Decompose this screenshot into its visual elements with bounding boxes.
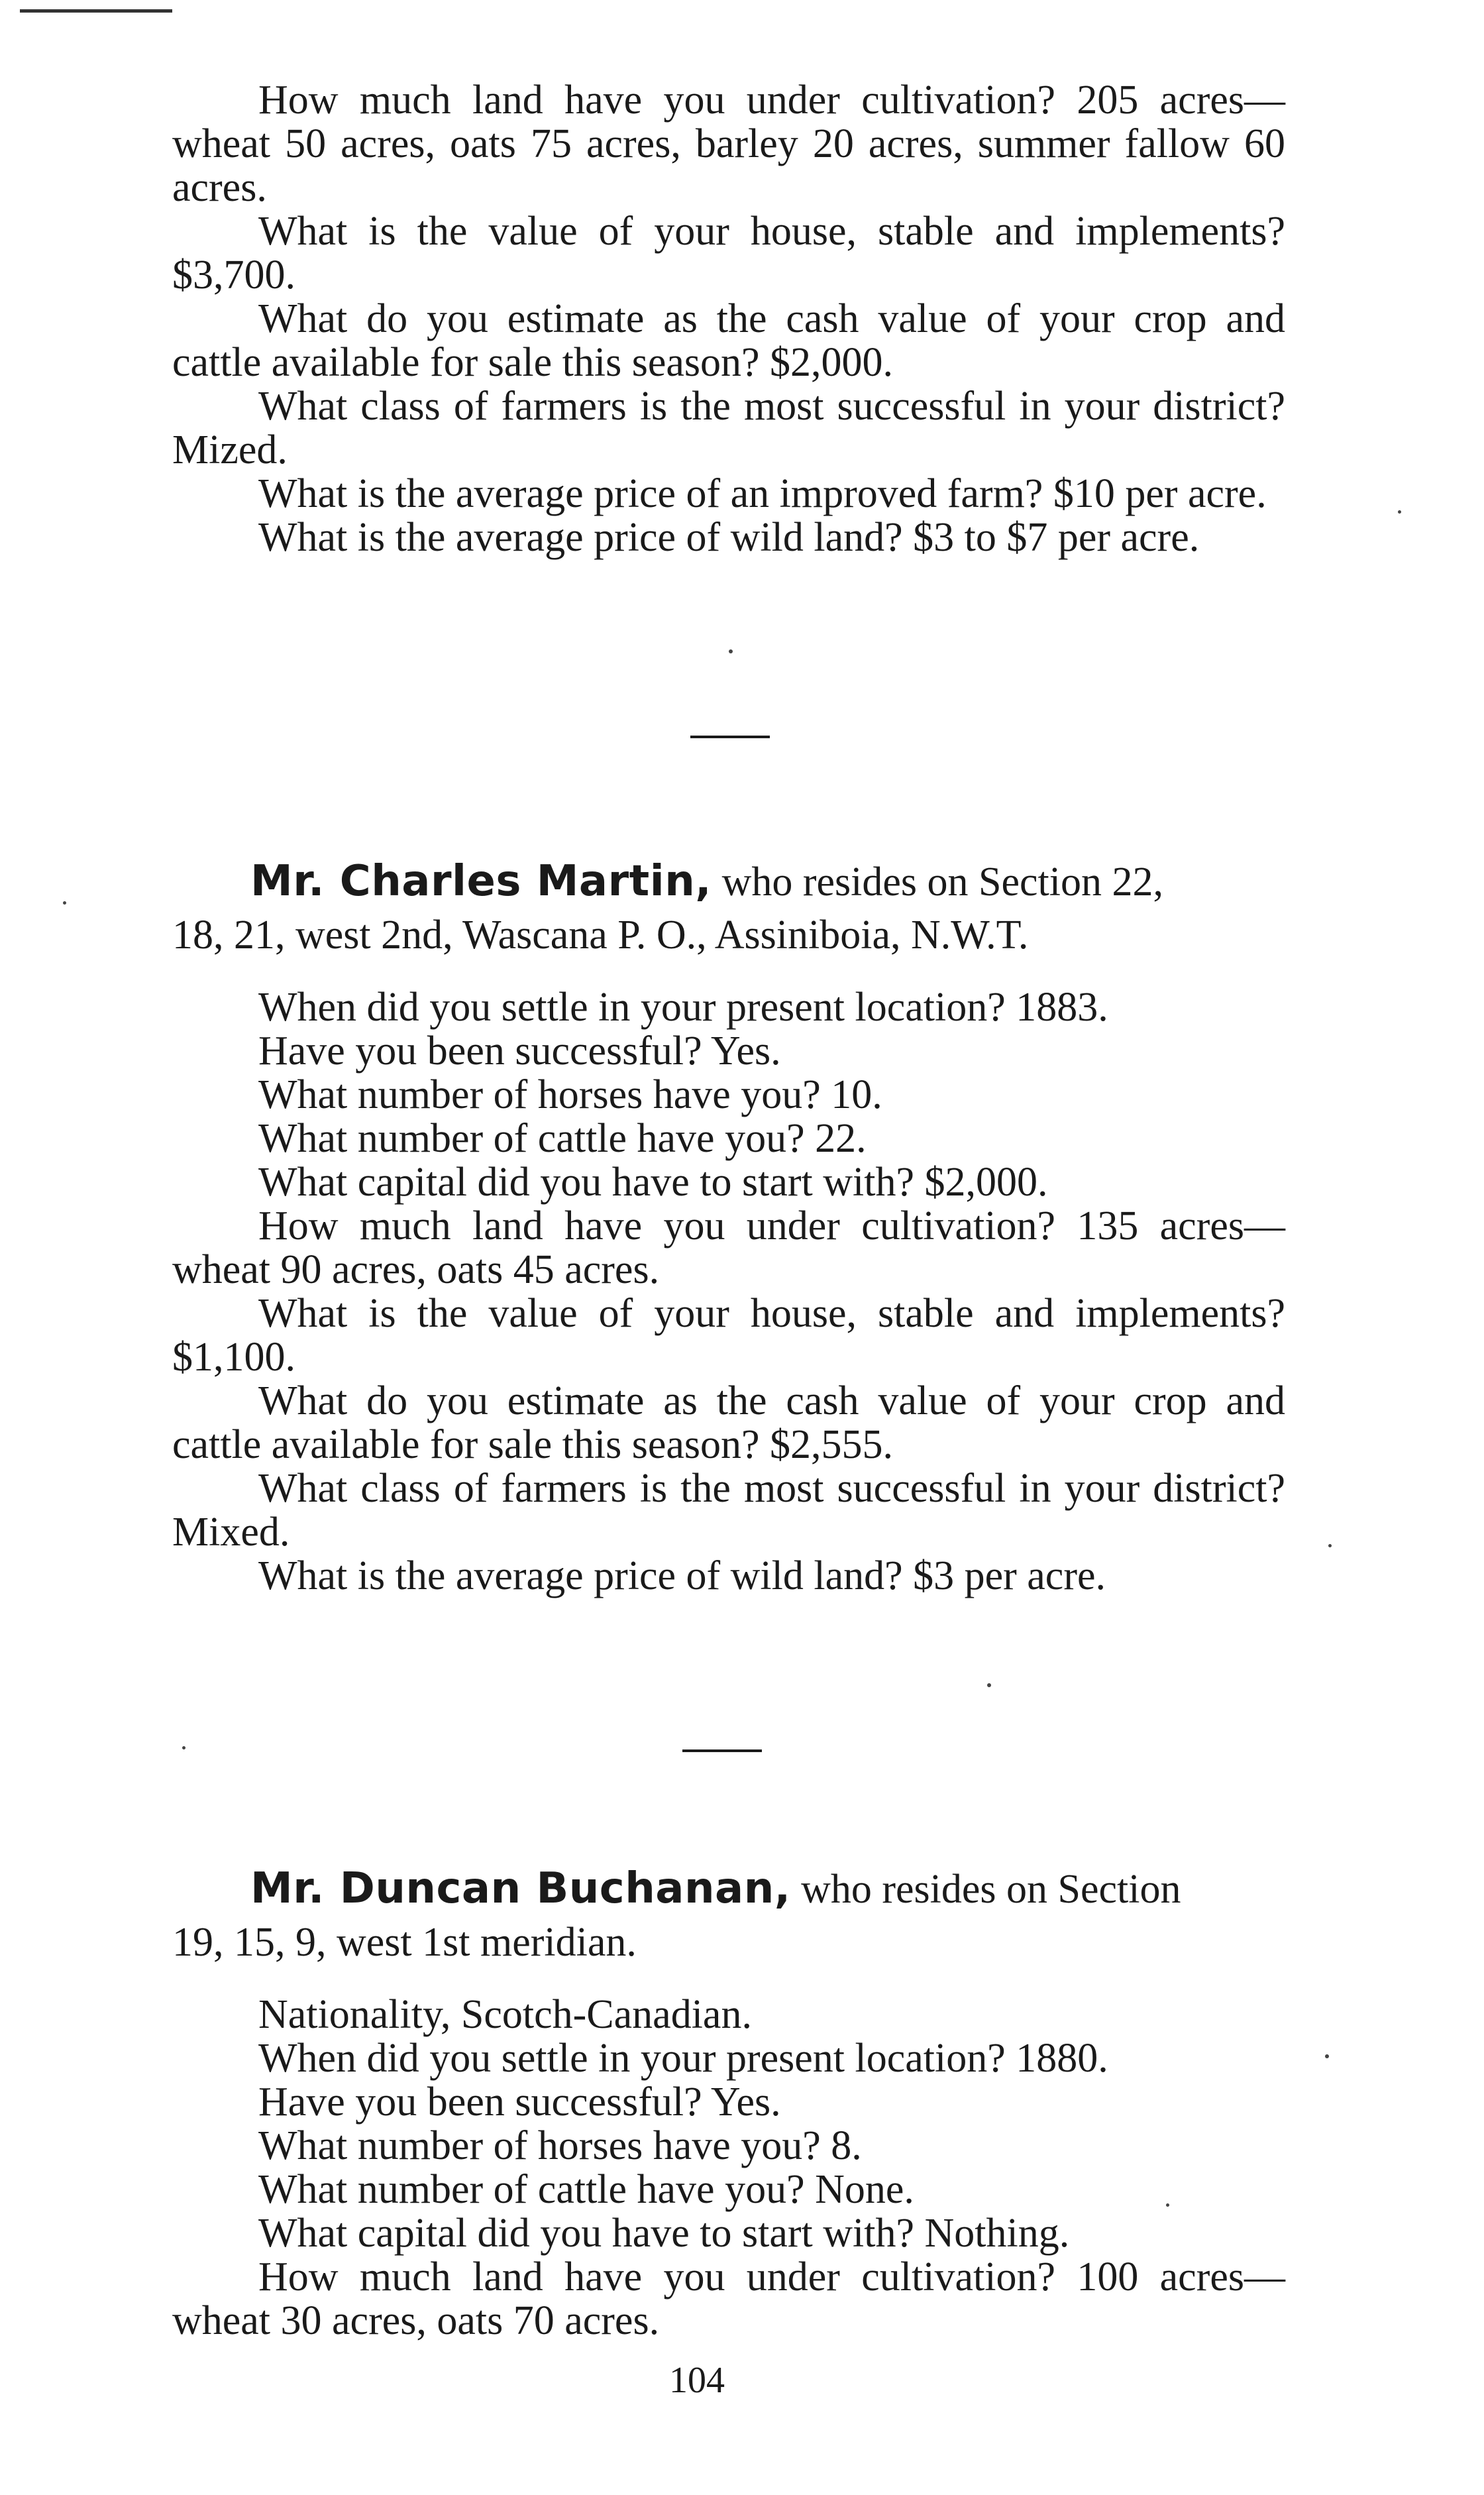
answer-paragraph: When did you settle in your present location? 1883. bbox=[258, 985, 1108, 1030]
scan-speck bbox=[182, 1746, 186, 1749]
respondent-heading bbox=[172, 1862, 1285, 1916]
answer-paragraph: What do you estimate as the cash value of your crop and cattle available for sale this season? $2,000. bbox=[172, 296, 1285, 385]
answer-paragraph: What number of horses have you? 8. bbox=[258, 2123, 862, 2168]
section-b bbox=[172, 855, 1285, 1598]
answer-paragraph: What number of cattle have you? None. bbox=[258, 2167, 914, 2212]
answer-paragraph: When did you settle in your present location? 1880. bbox=[258, 2036, 1108, 2081]
section-divider bbox=[682, 1749, 762, 1752]
residence-intro: who resides on Section 22, bbox=[721, 859, 1163, 905]
answer-paragraph: What class of farmers is the most successful in your district? Mixed. bbox=[172, 1466, 1285, 1555]
answer-paragraph: What is the average price of wild land? $3 to $7 per acre. bbox=[258, 515, 1200, 560]
answer-paragraph: What is the value of your house, stable and implements? $3,700. bbox=[172, 209, 1285, 298]
respondent-name: Mr. Charles Martin, bbox=[250, 857, 712, 906]
scan-speck bbox=[1166, 2203, 1169, 2207]
respondent-heading bbox=[172, 855, 1285, 909]
answer-paragraph: What number of horses have you? 10. bbox=[258, 1072, 882, 1117]
answer-paragraph: What is the average price of an improved farm? $10 per acre. bbox=[258, 471, 1267, 516]
page-number: 104 bbox=[669, 2360, 725, 2401]
answer-paragraph: How much land have you under cultivation? 100 acres—wheat 30 acres, oats 70 acres. bbox=[172, 2254, 1285, 2343]
answer-paragraph: Nationality, Scotch-Canadian. bbox=[258, 1992, 752, 2037]
answer-paragraph: What is the average price of wild land? $3 per acre. bbox=[258, 1553, 1106, 1598]
scan-speck bbox=[987, 1683, 991, 1687]
residence-detail: 19, 15, 9, west 1st meridian. bbox=[172, 1920, 637, 1965]
residence-intro: who resides on Section bbox=[801, 1867, 1181, 1912]
answer-paragraph: What class of farmers is the most successful in your district? Mized. bbox=[172, 384, 1285, 472]
answer-paragraph: What capital did you have to start with? $2,000. bbox=[258, 1160, 1048, 1205]
scan-speck bbox=[1398, 510, 1401, 514]
answer-paragraph: What number of cattle have you? 22. bbox=[258, 1116, 867, 1161]
answer-paragraph: Have you been successful? Yes. bbox=[258, 2079, 781, 2125]
answer-paragraph: What do you estimate as the cash value of your crop and cattle available for sale this season? $2,555. bbox=[172, 1378, 1285, 1467]
section-c bbox=[172, 1862, 1285, 2343]
answer-paragraph: How much land have you under cultivation? 135 acres—wheat 90 acres, oats 45 acres. bbox=[172, 1203, 1285, 1292]
scan-speck bbox=[1325, 2054, 1329, 2058]
top-rule bbox=[20, 9, 172, 13]
answer-paragraph: Have you been successful? Yes. bbox=[258, 1028, 781, 1074]
answer-paragraph: What is the value of your house, stable and implements? $1,100. bbox=[172, 1291, 1285, 1380]
scan-speck bbox=[1328, 1544, 1332, 1547]
respondent-name: Mr. Duncan Buchanan, bbox=[250, 1864, 791, 1913]
section-divider bbox=[690, 736, 770, 738]
section-a bbox=[172, 78, 1285, 559]
scan-speck bbox=[63, 901, 66, 905]
scan-speck bbox=[729, 649, 733, 653]
answer-paragraph: What capital did you have to start with? Nothing. bbox=[258, 2211, 1070, 2256]
answer-paragraph: How much land have you under cultivation? 205 acres—wheat 50 acres, oats 75 acres, barley 20 acres, summer fallow 60 acres. bbox=[172, 78, 1285, 210]
residence-detail: 18, 21, west 2nd, Wascana P. O., Assiniboia, N.W.T. bbox=[172, 913, 1029, 958]
